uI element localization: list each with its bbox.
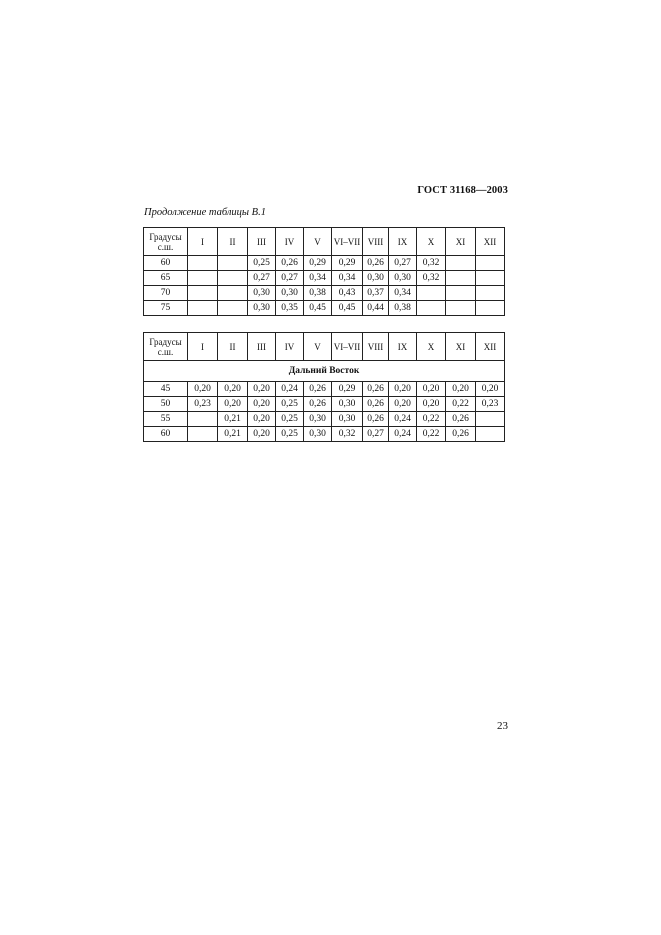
value-cell: 0,20 [218, 382, 248, 397]
value-cell: 0,26 [363, 397, 389, 412]
month-column-header: V [304, 333, 332, 361]
value-cell: 0,20 [248, 397, 276, 412]
month-column-header: XI [446, 333, 476, 361]
insolation-table-2 [143, 332, 505, 442]
degrees-header [144, 228, 188, 256]
value-cell: 0,22 [417, 427, 446, 442]
degrees-header-line2: с.ш. [157, 241, 174, 252]
value-cell [476, 427, 505, 442]
value-cell [218, 301, 248, 316]
month-column-header: VI–VII [332, 333, 363, 361]
value-cell: 0,22 [417, 412, 446, 427]
page-number: 23 [497, 720, 508, 732]
month-column-header: IV [276, 333, 304, 361]
degrees-header [144, 333, 188, 361]
month-column-header: V [304, 228, 332, 256]
value-cell [476, 271, 505, 286]
value-cell: 0,30 [363, 271, 389, 286]
value-cell: 0,24 [276, 382, 304, 397]
value-cell [188, 427, 218, 442]
value-cell: 0,20 [248, 382, 276, 397]
value-cell [476, 412, 505, 427]
latitude-cell: 50 [144, 397, 188, 412]
month-column-header: I [188, 333, 218, 361]
month-column-header: X [417, 228, 446, 256]
value-cell: 0,26 [446, 427, 476, 442]
value-cell [188, 256, 218, 271]
value-cell [218, 286, 248, 301]
value-cell: 0,20 [248, 412, 276, 427]
value-cell [476, 286, 505, 301]
table-row [144, 427, 505, 442]
value-cell: 0,30 [332, 397, 363, 412]
value-cell: 0,22 [446, 397, 476, 412]
value-cell: 0,27 [389, 256, 417, 271]
value-cell [188, 412, 218, 427]
value-cell [218, 256, 248, 271]
degrees-header-line1: Градусы [149, 336, 182, 347]
value-cell: 0,32 [332, 427, 363, 442]
value-cell: 0,44 [363, 301, 389, 316]
value-cell [417, 286, 446, 301]
month-column-header: I [188, 228, 218, 256]
value-cell: 0,38 [389, 301, 417, 316]
latitude-cell: 60 [144, 427, 188, 442]
value-cell: 0,20 [389, 382, 417, 397]
value-cell: 0,20 [248, 427, 276, 442]
value-cell: 0,24 [389, 412, 417, 427]
month-column-header: IX [389, 333, 417, 361]
value-cell [476, 256, 505, 271]
value-cell: 0,25 [248, 256, 276, 271]
header-row [144, 333, 505, 361]
value-cell: 0,20 [188, 382, 218, 397]
value-cell: 0,20 [417, 382, 446, 397]
month-column-header: VI–VII [332, 228, 363, 256]
value-cell: 0,25 [276, 412, 304, 427]
value-cell: 0,32 [417, 256, 446, 271]
value-cell: 0,32 [417, 271, 446, 286]
value-cell: 0,30 [276, 286, 304, 301]
latitude-cell: 70 [144, 286, 188, 301]
value-cell: 0,25 [276, 397, 304, 412]
value-cell [446, 271, 476, 286]
latitude-cell: 45 [144, 382, 188, 397]
value-cell: 0,23 [188, 397, 218, 412]
table-row [144, 382, 505, 397]
month-column-header: X [417, 333, 446, 361]
value-cell: 0,29 [332, 382, 363, 397]
value-cell: 0,30 [248, 301, 276, 316]
month-column-header: IX [389, 228, 417, 256]
value-cell: 0,30 [389, 271, 417, 286]
value-cell: 0,35 [276, 301, 304, 316]
value-cell: 0,27 [248, 271, 276, 286]
value-cell [476, 301, 505, 316]
value-cell [446, 301, 476, 316]
insolation-table-1 [143, 227, 505, 316]
region-label: Дальний Восток [144, 361, 505, 382]
value-cell: 0,45 [304, 301, 332, 316]
month-column-header: VIII [363, 333, 389, 361]
value-cell: 0,27 [276, 271, 304, 286]
value-cell: 0,37 [363, 286, 389, 301]
value-cell: 0,20 [218, 397, 248, 412]
table-row [144, 271, 505, 286]
value-cell: 0,30 [304, 412, 332, 427]
value-cell: 0,20 [417, 397, 446, 412]
value-cell: 0,26 [276, 256, 304, 271]
value-cell: 0,30 [304, 427, 332, 442]
month-column-header: IV [276, 228, 304, 256]
region-row [144, 361, 505, 382]
value-cell: 0,20 [476, 382, 505, 397]
latitude-cell: 65 [144, 271, 188, 286]
value-cell: 0,34 [332, 271, 363, 286]
month-column-header: XII [476, 228, 505, 256]
value-cell: 0,26 [363, 382, 389, 397]
value-cell: 0,27 [363, 427, 389, 442]
value-cell: 0,38 [304, 286, 332, 301]
table-row [144, 397, 505, 412]
value-cell: 0,29 [304, 256, 332, 271]
value-cell: 0,30 [332, 412, 363, 427]
value-cell: 0,26 [304, 382, 332, 397]
latitude-cell: 75 [144, 301, 188, 316]
latitude-cell: 60 [144, 256, 188, 271]
degrees-header-line2: с.ш. [157, 346, 174, 357]
value-cell [188, 271, 218, 286]
value-cell: 0,29 [332, 256, 363, 271]
value-cell: 0,26 [446, 412, 476, 427]
value-cell: 0,23 [476, 397, 505, 412]
month-column-header: III [248, 228, 276, 256]
value-cell: 0,34 [304, 271, 332, 286]
value-cell: 0,45 [332, 301, 363, 316]
table-row [144, 256, 505, 271]
value-cell: 0,43 [332, 286, 363, 301]
value-cell: 0,20 [389, 397, 417, 412]
value-cell [218, 271, 248, 286]
value-cell: 0,30 [248, 286, 276, 301]
value-cell: 0,25 [276, 427, 304, 442]
month-column-header: XII [476, 333, 505, 361]
month-column-header: II [218, 228, 248, 256]
value-cell: 0,26 [304, 397, 332, 412]
value-cell: 0,34 [389, 286, 417, 301]
value-cell [446, 256, 476, 271]
table-row [144, 301, 505, 316]
degrees-header-line1: Градусы [149, 231, 182, 242]
value-cell [446, 286, 476, 301]
document-code: ГОСТ 31168—2003 [417, 185, 508, 196]
value-cell: 0,26 [363, 256, 389, 271]
month-column-header: II [218, 333, 248, 361]
month-column-header: III [248, 333, 276, 361]
value-cell: 0,24 [389, 427, 417, 442]
value-cell: 0,20 [446, 382, 476, 397]
header-row [144, 228, 505, 256]
month-column-header: VIII [363, 228, 389, 256]
table-caption: Продолжение таблицы В.1 [144, 207, 266, 218]
value-cell: 0,21 [218, 427, 248, 442]
month-column-header: XI [446, 228, 476, 256]
value-cell: 0,21 [218, 412, 248, 427]
table-row [144, 286, 505, 301]
value-cell: 0,26 [363, 412, 389, 427]
value-cell [188, 301, 218, 316]
value-cell [417, 301, 446, 316]
latitude-cell: 55 [144, 412, 188, 427]
table-row [144, 412, 505, 427]
value-cell [188, 286, 218, 301]
